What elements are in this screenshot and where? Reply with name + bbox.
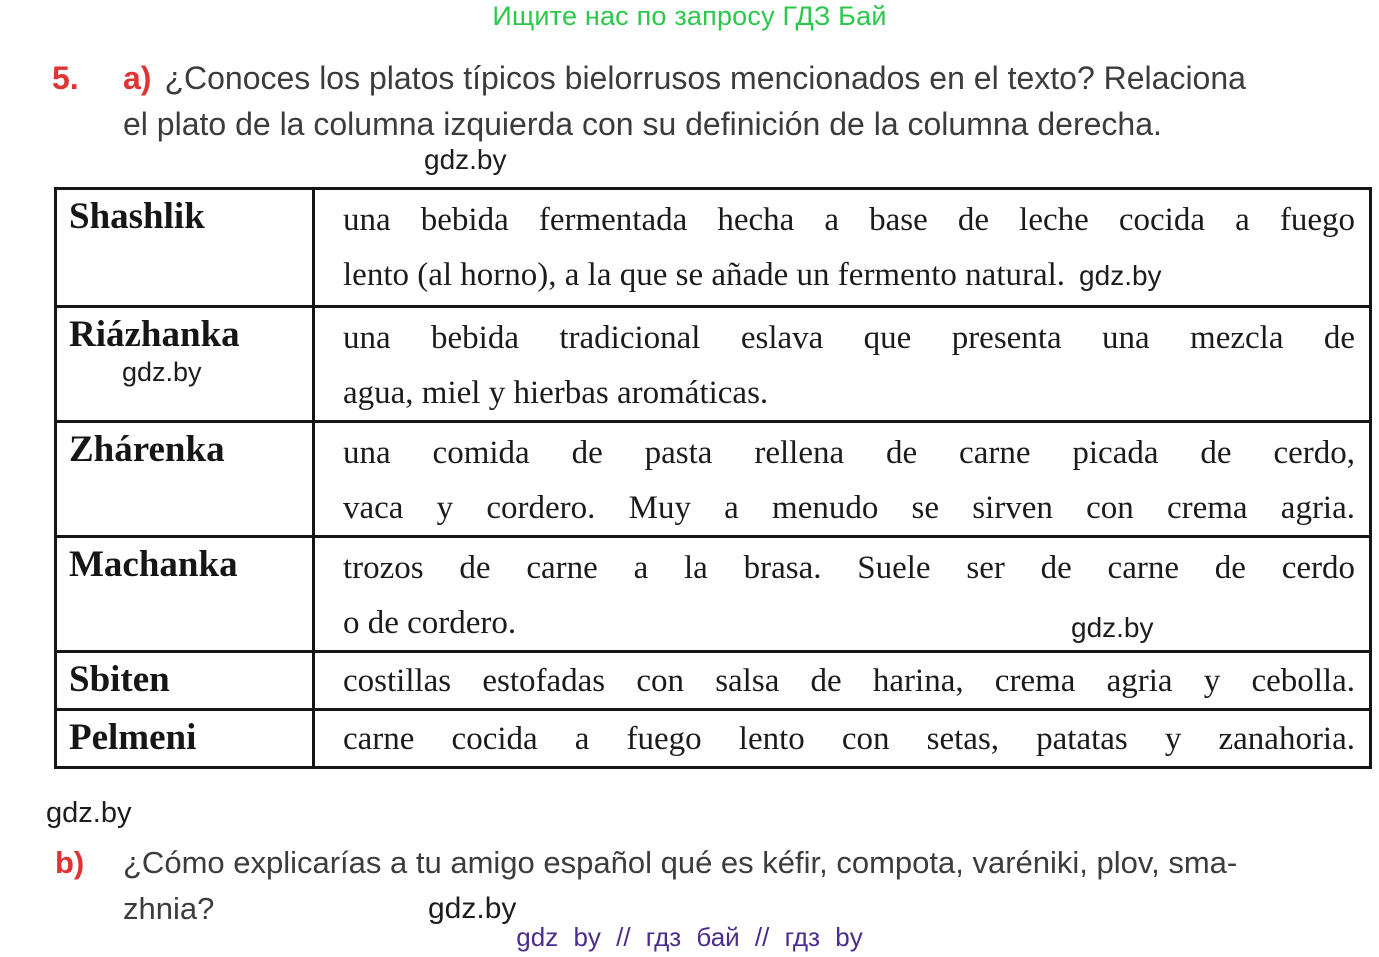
table-row-pelmeni	[57, 708, 1369, 766]
dish-cell	[57, 711, 315, 766]
table-row-riazhanka	[57, 305, 1369, 420]
watermark-gdzby: gdz.by	[424, 144, 507, 175]
dish-cell	[57, 308, 315, 420]
dish-cell	[57, 538, 315, 650]
dish-name: Zhárenka	[69, 429, 225, 470]
promo-note: Ищите нас по запросу ГДЗ Бай	[492, 1, 887, 31]
definition-cell	[315, 538, 1369, 650]
dish-cell	[57, 190, 315, 305]
dish-name: Pelmeni	[69, 717, 197, 758]
exercise-5-part-b	[55, 840, 1379, 932]
definition-line: trozos de carne a la brasa. Suele ser de carne de cerdo	[343, 550, 1355, 586]
definition-cell	[315, 653, 1369, 708]
table-row-zharenka	[57, 420, 1369, 535]
exercise-5-part-a	[52, 55, 1379, 147]
definition-cell	[315, 308, 1369, 420]
table-row-sbiten	[57, 650, 1369, 708]
definition-line	[343, 248, 1355, 303]
part-b-line-1: ¿Cómo explicarías a tu amigo español qué es kéfir, compota, varéniki, plov, sma-	[123, 845, 1238, 880]
definition-line: una comida de pasta rellena de carne picada de cerdo,	[343, 435, 1355, 471]
dish-name: Shashlik	[69, 196, 205, 237]
dish-cell	[57, 423, 315, 535]
dish-name: Machanka	[69, 544, 238, 585]
definition-line: vaca y cordero. Muy a menudo se sirven con crema agria.	[343, 490, 1355, 526]
dish-name: Riázhanka	[69, 314, 240, 355]
part-a-label: a)	[123, 60, 152, 96]
table-row-shashlik	[57, 190, 1369, 305]
definition-line: una bebida fermentada hecha a base de leche cocida a fuego	[343, 202, 1355, 238]
definition-cell	[315, 190, 1369, 305]
definition-line: agua, miel y hierbas aromáticas.	[343, 375, 769, 411]
watermark-gdzby: gdz.by	[122, 357, 202, 387]
watermark-gdzby: gdz.by	[46, 797, 132, 829]
part-b-label: b)	[55, 845, 85, 880]
part-a-line-1	[123, 55, 1379, 101]
definition-line	[343, 596, 1355, 650]
definition-text: o de cordero.	[343, 605, 517, 641]
table-row-machanka	[57, 535, 1369, 650]
part-b-text-2: zhnia?	[123, 891, 215, 926]
definition-cell	[315, 711, 1369, 766]
dishes-table	[54, 187, 1372, 769]
watermark-gdzby: gdz.by	[1079, 260, 1162, 291]
watermark-gdzby: gdz.by	[428, 892, 517, 925]
part-a-text-1: ¿Conoces los platos típicos bielorrusos mencionados en el texto? Relaciona	[164, 60, 1246, 96]
definition-line: carne cocida a fuego lento con setas, patatas y zanahoria.	[343, 721, 1355, 757]
part-a-line-2: el plato de la columna izquierda con su definición de la columna derecha.	[123, 106, 1162, 142]
dish-cell	[57, 653, 315, 708]
footer-note: gdz by // гдз бай // гдз by	[516, 922, 863, 952]
dish-name: Sbiten	[69, 659, 170, 700]
definition-cell	[315, 423, 1369, 535]
definition-line: una bebida tradicional eslava que presenta una mezcla de	[343, 320, 1355, 356]
definition-line: costillas estofadas con salsa de harina, crema agria y cebolla.	[343, 663, 1355, 699]
definition-text: lento (al horno), a la que se añade un fermento natural.	[343, 257, 1066, 293]
watermark-gdzby: gdz.by	[1071, 612, 1154, 643]
exercise-number: 5.	[52, 60, 79, 96]
